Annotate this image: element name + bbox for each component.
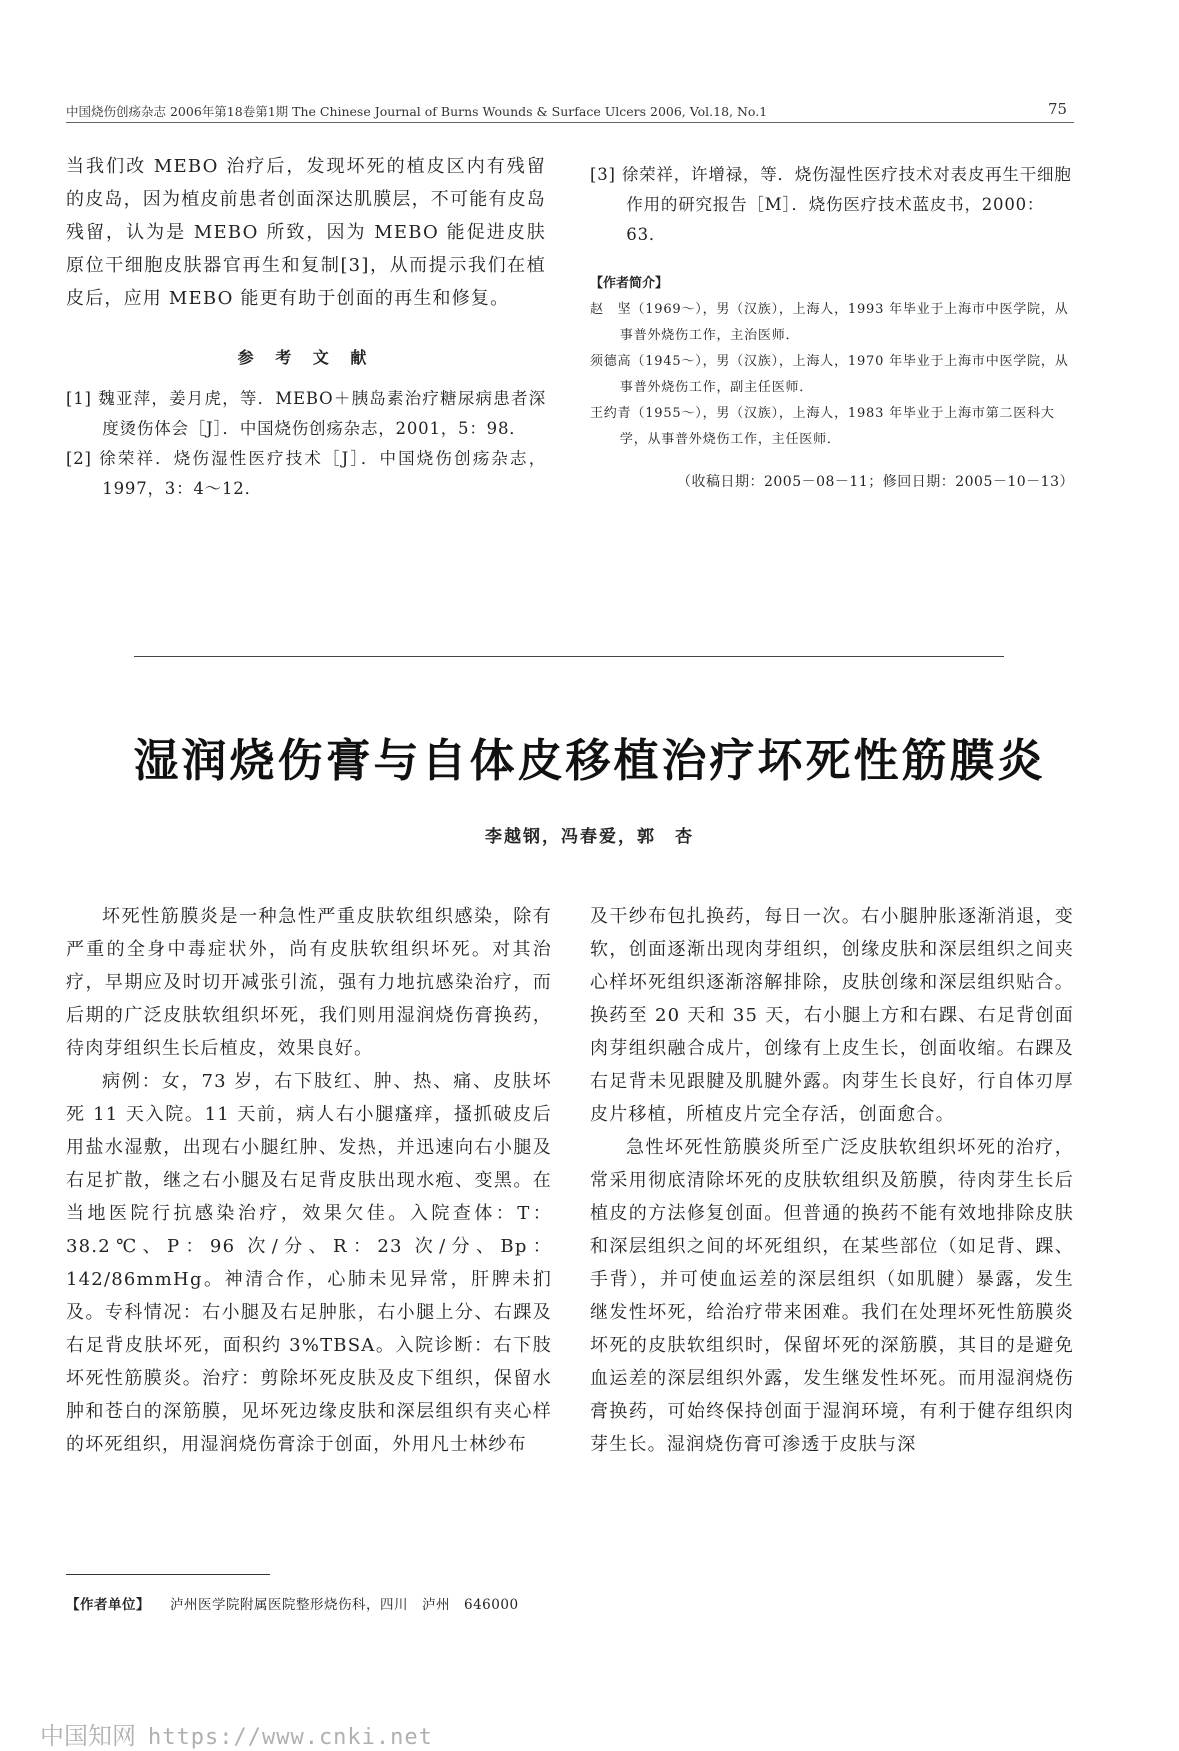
- footnote-text: 泸州医学院附属医院整形烧伤科，四川 泸州 646000: [170, 1597, 519, 1613]
- reference-item: [3] 徐荣祥，许增禄，等．烧伤湿性医疗技术对表皮再生干细胞作用的研究报告［M］．烧伤医疗技术蓝皮书，2000：63．: [590, 165, 1072, 244]
- cnki-watermark: [40, 1716, 433, 1751]
- author-bio-list: [590, 297, 1074, 453]
- reference-item: [2] 徐荣祥．烧伤湿性医疗技术［J］．中国烧伤创疡杂志，1997，3：4～12．: [66, 449, 546, 498]
- body-paragraph: 坏死性筋膜炎是一种急性严重皮肤软组织感染，除有严重的全身中毒症状外，尚有皮肤软组织坏死。对其治疗，早期应及时切开减张引流，强有力地抗感染治疗，而后期的广泛皮肤软组织坏死，我们则用湿润烧伤膏换药，待肉芽组织生长后植皮，效果良好。: [66, 906, 552, 1059]
- page-number: 75: [1048, 100, 1068, 118]
- references-list: [66, 384, 546, 504]
- prev-article-paragraph: 当我们改 MEBO 治疗后，发现坏死的植皮区内有残留的皮岛，因为植皮前患者创面深达肌膜层，不可能有皮岛残留，认为是 MEBO 所致，因为 MEBO 能促进皮肤原位干细胞皮肤器官再生和复制[3]，从而提示我们在植皮后，应用 MEBO 能更有助于创面的再生和修复。: [66, 156, 546, 309]
- watermark-brand: 中国知网: [40, 1722, 136, 1750]
- journal-header: 中国烧伤创疡杂志 2006年第18卷第1期 The Chinese Journal of Burns Wounds & Surface Ulcers 2006, Vol.18, No.1: [66, 104, 768, 119]
- author-bio-title: 【作者简介】: [590, 276, 669, 291]
- author-bio: 须德高（1945～），男（汉族），上海人，1970 年毕业于上海市中医学院，从事普外烧伤工作，副主任医师．: [590, 354, 1069, 395]
- header-rule: [66, 122, 1074, 123]
- author-bio: 赵 坚（1969～），男（汉族），上海人，1993 年毕业于上海市中医学院，从事普外烧伤工作，主治医师．: [590, 302, 1069, 343]
- footnote-label: 【作者单位】: [66, 1597, 150, 1613]
- article-left-column: [66, 900, 552, 1461]
- body-paragraph: 病例：女，73 岁，右下肢红、肿、热、痛、皮肤坏死 11 天入院。11 天前，病人右小腿瘙痒，搔抓破皮后用盐水湿敷，出现右小腿红肿、发热，并迅速向右小腿及右足扩散，继之右小腿及右足背皮肤出现水疱、变黑。在当地医院行抗感染治疗，效果欠佳。入院查体：T：38.2℃、P：96 次/分、R：23 次/分、Bp：142/86mmHg。神清合作，心肺未见异常，肝脾未扪及。专科情况：右小腿及右足肿胀，右小腿上分、右踝及右足背皮肤坏死，面积约 3%TBSA。入院诊断：右下肢坏死性筋膜炎。治疗：剪除坏死皮肤及皮下组织，保留水肿和苍白的深筋膜，见坏死边缘皮肤和深层组织有夹心样的坏死组织，用湿润烧伤膏涂于创面，外用凡士林纱布: [66, 1071, 552, 1455]
- references-list-continued: [590, 160, 1074, 250]
- article-right-column: [590, 900, 1074, 1461]
- author-bio: 王约青（1955～），男（汉族），上海人，1983 年毕业于上海市第二医科大学，从事普外烧伤工作，主任医师．: [590, 406, 1055, 447]
- author-affiliation-footnote: [66, 1593, 519, 1613]
- references-title: 参 考 文 献: [237, 348, 375, 367]
- prev-article-left-column: [66, 150, 546, 504]
- watermark-url: https://www.cnki.net: [148, 1725, 433, 1750]
- article-authors: 李越钢，冯春爱，郭 杏: [485, 827, 694, 847]
- prev-article-right-column: [590, 160, 1074, 491]
- received-dates: （收稿日期：2005－08－11；修回日期：2005－10－13）: [676, 474, 1074, 490]
- body-paragraph: 及干纱布包扎换药，每日一次。右小腿肿胀逐渐消退，变软，创面逐渐出现肉芽组织，创缘皮肤和深层组织之间夹心样坏死组织逐渐溶解排除，皮肤创缘和深层组织贴合。换药至 20 天和 35 天，右小腿上方和右踝、右足背创面肉芽组织融合成片，创缘有上皮生长，创面收缩。右踝及右足背未见跟腱及肌腱外露。肉芽生长良好，行自体刃厚皮片移植，所植皮片完全存活，创面愈合。: [590, 906, 1074, 1125]
- section-divider: [134, 656, 1004, 657]
- running-header: [66, 98, 1066, 128]
- footnote-rule: [66, 1574, 270, 1575]
- reference-item: [1] 魏亚萍，姜月虎，等．MEBO＋胰岛素治疗糖尿病患者深度烫伤体会［J］．中国烧伤创疡杂志，2001，5：98．: [66, 389, 546, 438]
- body-paragraph: 急性坏死性筋膜炎所至广泛皮肤软组织坏死的治疗，常采用彻底清除坏死的皮肤软组织及筋膜，待肉芽生长后植皮的方法修复创面。但普通的换药不能有效地排除皮肤和深层组织之间的坏死组织，在某些部位（如足背、踝、手背），并可使血运差的深层组织（如肌腱）暴露，发生继发性坏死，给治疗带来困难。我们在处理坏死性筋膜炎坏死的皮肤软组织时，保留坏死的深筋膜，其目的是避免血运差的深层组织外露，发生继发性坏死。而用湿润烧伤膏换药，可始终保持创面于湿润环境，有利于健存组织肉芽生长。湿润烧伤膏可渗透于皮肤与深: [590, 1137, 1074, 1455]
- article-title: 湿润烧伤膏与自体皮移植治疗坏死性筋膜炎: [133, 734, 1046, 787]
